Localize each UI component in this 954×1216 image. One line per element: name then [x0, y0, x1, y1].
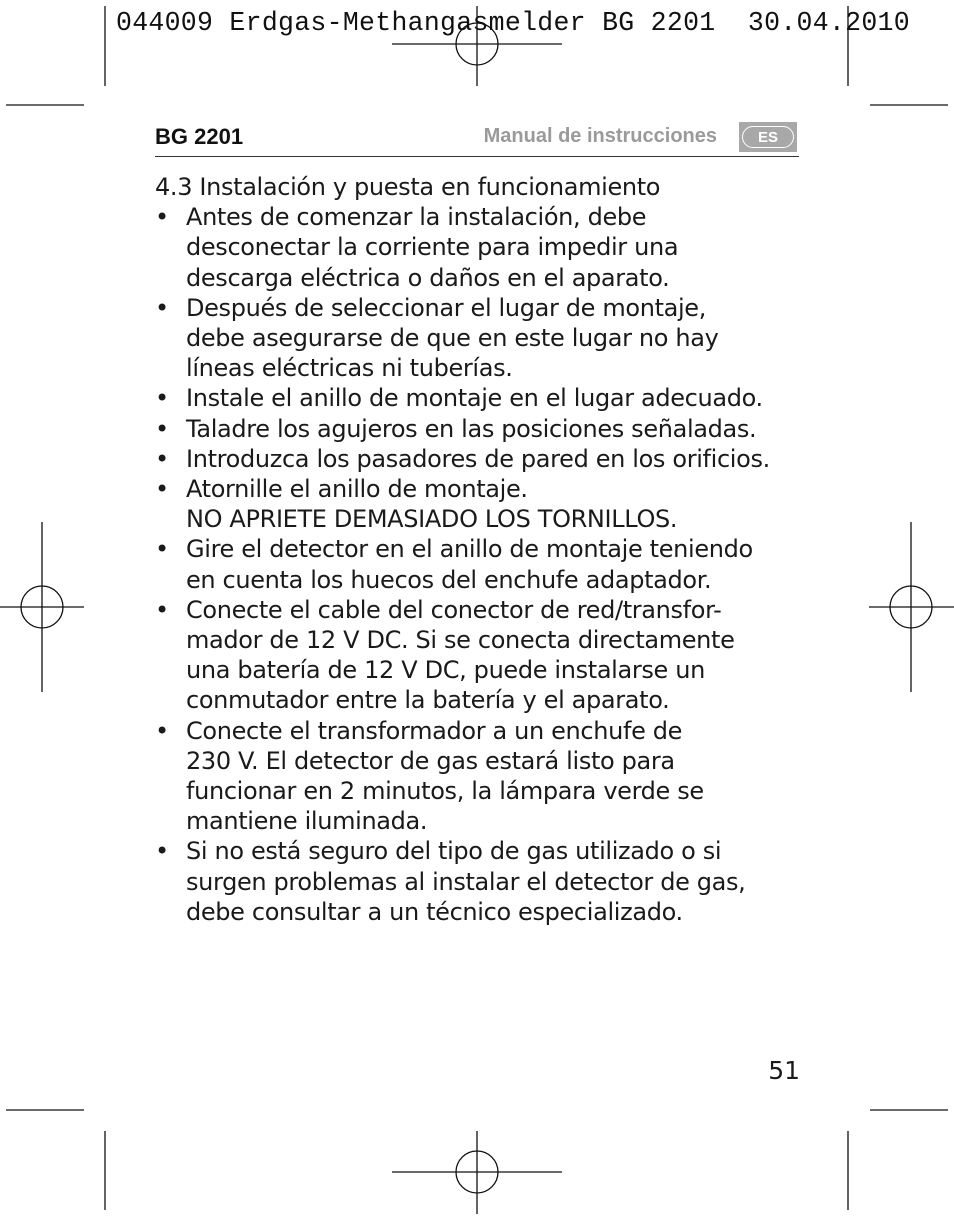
list-item	[155, 474, 805, 534]
bullet-icon: •	[155, 414, 169, 443]
list-item-line: funcionar en 2 minutos, la lámpara verde se	[186, 777, 704, 806]
list-item-line: Instale el anillo de montaje en el lugar adecuado.	[186, 384, 763, 413]
bullet-icon: •	[155, 595, 169, 624]
print-slug: 044009 Erdgas-Methangasmelder BG 2201 30.04.2010	[116, 8, 910, 38]
list-item-line: Introduzca los pasadores de pared en los orificios.	[186, 444, 770, 473]
list-item-line: una batería de 12 V DC, puede instalarse un	[186, 656, 705, 685]
bullet-icon: •	[155, 837, 169, 866]
list-item	[155, 534, 805, 594]
page-number: 51	[768, 1056, 800, 1085]
installation-steps	[155, 202, 805, 927]
list-item-line: Antes de comenzar la instalación, debe	[186, 203, 647, 232]
bullet-icon: •	[155, 384, 169, 413]
bullet-icon: •	[155, 535, 169, 564]
list-item-line: debe consultar a un técnico especializado.	[186, 897, 683, 926]
list-item-line: mantiene iluminada.	[186, 807, 428, 836]
model-name: BG 2201	[155, 124, 244, 149]
list-item-line: conmutador entre la batería y el aparato.	[186, 686, 670, 715]
list-item-line: desconectar la corriente para impedir una	[186, 233, 679, 262]
list-item	[155, 595, 805, 716]
bullet-icon: •	[155, 293, 169, 322]
list-item-line: 230 V. El detector de gas estará listo para	[186, 746, 675, 775]
registration-mark-right	[869, 522, 954, 692]
list-item-line: Gire el detector en el anillo de montaje teniendo	[186, 535, 753, 564]
list-item	[155, 444, 805, 474]
list-item	[155, 383, 805, 413]
list-item-line: Taladre los agujeros en las posiciones señaladas.	[186, 414, 757, 443]
list-item-line: NO APRIETE DEMASIADO LOS TORNILLOS.	[186, 505, 678, 534]
list-item	[155, 202, 805, 293]
list-item-line: líneas eléctricas ni tuberías.	[186, 354, 513, 383]
language-badge	[739, 122, 797, 152]
language-code: ES	[742, 126, 794, 148]
list-item-line: surgen problemas al instalar el detector de gas,	[186, 867, 746, 896]
section-title: 4.3 Instalación y puesta en funcionamiento	[155, 173, 661, 201]
list-item-line: Conecte el transformador a un enchufe de	[186, 716, 683, 745]
list-item	[155, 293, 805, 384]
main-content	[155, 172, 805, 927]
list-item-line: en cuenta los huecos del enchufe adaptador.	[186, 565, 712, 594]
running-header	[155, 122, 799, 157]
bullet-icon: •	[155, 475, 169, 504]
bullet-icon: •	[155, 716, 169, 745]
list-item	[155, 836, 805, 927]
list-item-line: Atornille el anillo de montaje.	[186, 475, 528, 504]
bullet-icon: •	[155, 444, 169, 473]
registration-mark-bottom	[392, 1131, 562, 1214]
list-item-line: descarga eléctrica o daños en el aparato.	[186, 263, 670, 292]
registration-mark-left	[0, 522, 84, 692]
list-item	[155, 414, 805, 444]
list-item-line: Si no está seguro del tipo de gas utilizado o si	[186, 837, 722, 866]
list-item-line: Después de seleccionar el lugar de montaje,	[186, 293, 706, 322]
list-item-line: Conecte el cable del conector de red/transfor-	[186, 595, 722, 624]
manual-title: Manual de instrucciones	[483, 125, 717, 147]
bullet-icon: •	[155, 203, 169, 232]
list-item-line: mador de 12 V DC. Si se conecta directamente	[186, 626, 735, 655]
list-item-line: debe asegurarse de que en este lugar no hay	[186, 324, 719, 353]
list-item	[155, 716, 805, 837]
